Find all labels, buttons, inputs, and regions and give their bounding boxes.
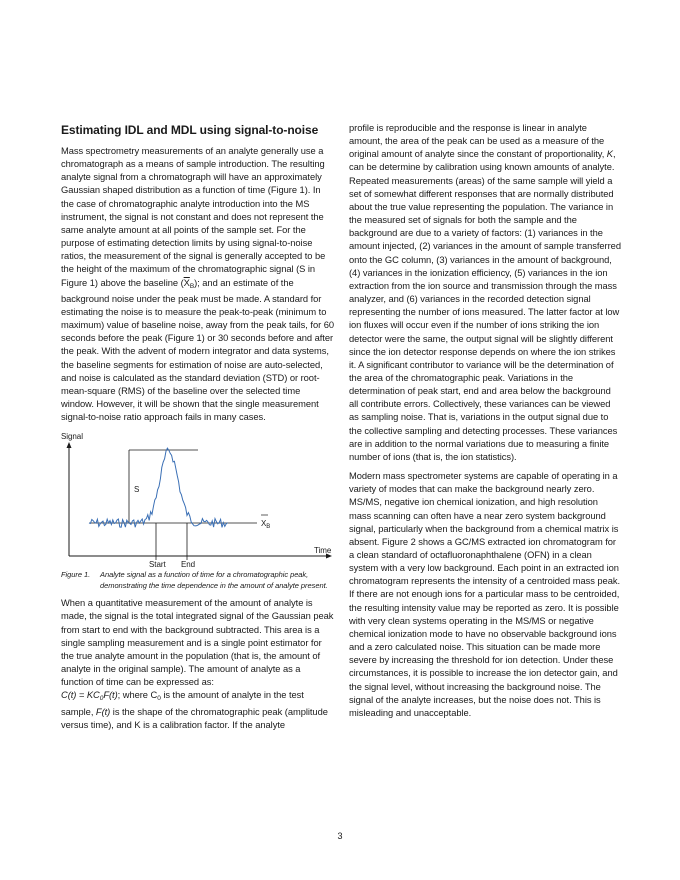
left-column bbox=[61, 122, 334, 738]
section-heading: Estimating IDL and MDL using signal-to-noise bbox=[61, 123, 319, 137]
end-label: End bbox=[181, 560, 196, 569]
right-p1-text-b: , can be determine by calibration using known amounts of analyte. Repeated measurements (areas) of the same sample will yield a set of somewhat different responses that are normally distributed about the true value representing the population. The variance in the measured set of signals for both the sample and the background are due to a variety of factors: (1) variances in the amount injected, (2) variances in the amount of sample transferred onto the GC column, (3) variances in the amount of background, (4) variances in the ionization efficiency, (5) variances in the ion extraction from the ion source and transmission through the mass analyzer, and (6) variances in the recorded detection signal representing the number of ions measured. The latter factor at low ion fluxes will occur even if the number of ions striking the ion detector were the same, the output signal will be slightly different since the ion detector response depends on where the ion strikes it. A significant contributor to variance will be the determination of the area of the chromatographic peak. Variations in the determination of peak start, end and area below the background all contribute errors. Collectively, these variances can be viewed as sampling noise. That is, variations in the output signal due to the collective sampling and detecting processes. These variances are in addition to the normal variations due to measuring a finite number of ions (that is, the ion statistics). bbox=[349, 149, 621, 462]
right-p1-k: K bbox=[606, 149, 613, 160]
left-p2-text-a: When a quantitative measurement of the amount of analyte is made, the signal is the total integrated signal of the Gaussian peak from start to end with the background subtracted. This area is a single sampling measurement and is a single point estimator for the true analyte amount in the population (that is, the amount of analyte in the original sample). The amount of analyte as a function of time can be expressed as: bbox=[61, 598, 334, 688]
left-p2-where-sub: 0 bbox=[157, 695, 161, 703]
figure-caption bbox=[61, 570, 334, 591]
left-p2-ft: F(t) bbox=[95, 706, 111, 717]
right-p1-text-a: profile is reproducible and the response is linear in analyte amount, the area of the peak can be used as a measure of the original amount of analyte since the constant of proportionality, bbox=[349, 123, 607, 160]
caption-text: Analyte signal as a function of time for a chromatographic peak, demonstrating the time dependence in the amount of analyte present. bbox=[100, 570, 328, 590]
left-p1-text-b: ); and an estimate of the background noise under the peak must be made. A standard for estimating the noise is to measure the peak-to-peak (minimum to maximum) value of baseline noise, away from the peak tails, for 60 seconds before the peak (Figure 1) or 30 seconds before and after the peak. With the advent of modern integrator and data systems, the baseline segments for estimation of noise are auto-selected, and noise is calculated as the standard deviation (STD) or root-mean-square (RMS) of the baseline over the selected time window. However, it will be shown that the single measurement signal-to-noise ratio approach fails in many cases. bbox=[61, 277, 334, 423]
left-p2-text-b: is the amount of analyte in the test sample, bbox=[61, 690, 304, 717]
start-label: Start bbox=[149, 560, 166, 569]
left-paragraph-1 bbox=[61, 145, 334, 424]
formula-sub: 0 bbox=[99, 695, 104, 703]
caption-number: Figure 1. bbox=[61, 570, 91, 580]
left-p2-where: ; where C bbox=[117, 690, 158, 701]
signal-label: S bbox=[134, 485, 140, 495]
baseline-symbol-x: $\overline{X}$ bbox=[183, 277, 190, 288]
baseline-label-sub: B bbox=[266, 524, 271, 531]
y-axis-label: Signal bbox=[61, 432, 83, 442]
x-axis-label: Time bbox=[314, 546, 332, 556]
baseline-label bbox=[261, 519, 270, 530]
left-paragraph-2 bbox=[61, 597, 334, 732]
page-number: 3 bbox=[337, 831, 343, 841]
formula-b: F(t) bbox=[103, 690, 118, 701]
right-paragraph-2: Modern mass spectrometer systems are capable of operating in a variety of modes that can make the background nearly zero. MS/MS, negative ion chemical ionization, and high resolution mass scanning can often have a near zero system background signal, particularly when the background from a chemical matrix is absent. Figure 2 shows a GC/MS extracted ion chromatogram for a clean standard of octafluoronaphthalene (OFN) in a clean system with a very low background. Each point in an extracted ion chromatogram represents the intensity of a centroided mass peak. If there are not enough ions for a particular mass to be centroided, the resulting intensity value may be reported as zero. It is possible with very clean systems operating in the MS/MS or negative chemical ionization mode to have no observable background ions and a zero calculated noise. This situation can be made more severe by increasing the threshold for ion detection. Under these circumstances, it is possible to increase the ion detector gain, and the signal level, without increasing the background noise. The signal of the analyte increases, but the noise does not. This is misleading and unacceptable. bbox=[349, 471, 621, 718]
left-p2-text-c: is the shape of the chromatographic peak (amplitude versus time), and K is a calibration factor. If the analyte bbox=[61, 706, 328, 730]
baseline-label-x: X bbox=[261, 519, 267, 529]
formula bbox=[61, 690, 118, 703]
baseline-symbol-sub: B bbox=[189, 282, 195, 290]
formula-a: C(t) = KC bbox=[61, 690, 100, 701]
figure-1 bbox=[61, 430, 334, 568]
left-p1-text-a: Mass spectrometry measurements of an analyte generally use a chromatograph as a means of sample introduction. The resulting analyte signal from a chromatograph will have an approximately Gaussian shaped distribution as a function of time (Figure 1). In the case of chromatographic analyte introduction into the MS instrument, the signal is not constant and does not represent the same analyte amount at all points of the sample set. For the purpose of estimating detection limits by using signal-to-noise ratios, the measurement of the signal is generally accepted to be the height of the maximum of the chromatographic signal (S in Figure 1) above the baseline ( bbox=[61, 146, 326, 288]
chromatogram-plot bbox=[61, 430, 334, 568]
right-paragraph-1 bbox=[349, 122, 621, 464]
y-axis-arrow bbox=[67, 442, 72, 448]
right-column bbox=[349, 122, 621, 726]
analyte-signal-trace bbox=[89, 448, 228, 527]
